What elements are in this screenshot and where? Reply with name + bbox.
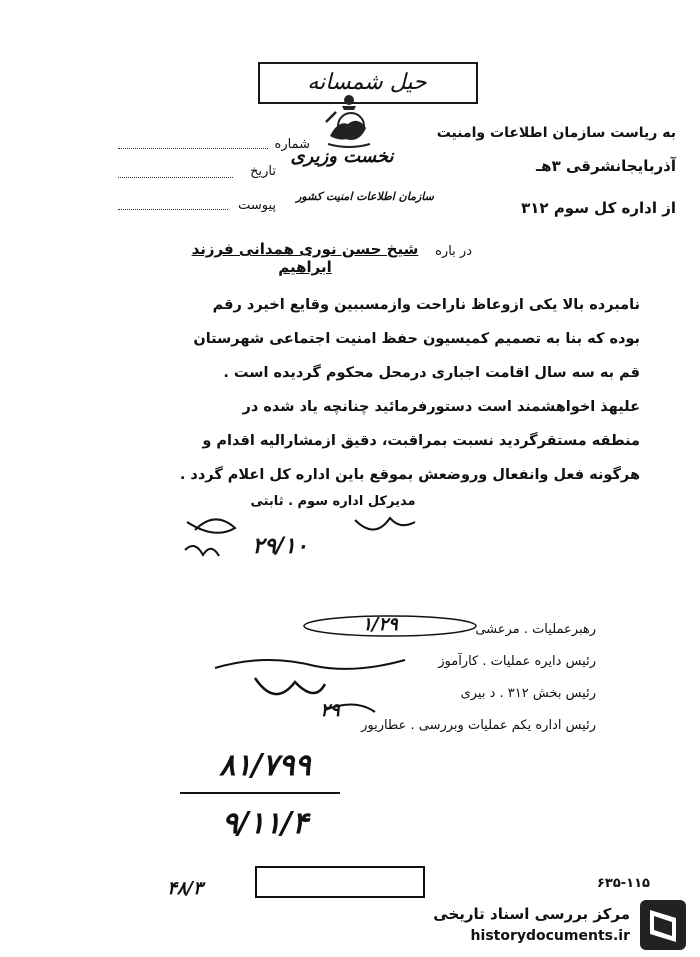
lion-and-sun-emblem-icon xyxy=(318,92,380,152)
attachment-label: پیوست xyxy=(238,198,276,213)
handwritten-date: ۹/۱۱/۴ xyxy=(221,806,309,841)
approval-line: رئیس بخش ۳۱۲ . د بیری xyxy=(460,686,596,701)
body-line: علیهذ اخواهشمند است دستورفرمائید چنانچه یاد شده در xyxy=(242,399,640,415)
addressee-line: به ریاست سازمان اطلاعات وامنیت xyxy=(436,125,676,141)
body-line: بوده که بنا به تصمیم کمیسیون حفظ امنیت اجتماعی شهرستان xyxy=(193,331,640,347)
header-stamp-text: حیل شمسانه xyxy=(307,70,427,95)
watermark-title: مرکز بررسی اسناد تاریخی xyxy=(433,905,630,923)
date-dotted-line xyxy=(118,177,233,178)
footer-handwritten-note: ۴۸/۳ xyxy=(167,878,203,899)
approval-oval-icon xyxy=(300,612,480,640)
org-small-text: سازمان اطلاعات امنیت کشور xyxy=(296,190,434,203)
approval-signature-icon xyxy=(205,648,425,728)
handwritten-ministry: نخست وزیری xyxy=(290,146,394,167)
body-line: هرگونه فعل وانفعال وروضعش بموقع باین اداره کل اعلام گردد . xyxy=(179,467,640,483)
region-line: آذربایجانشرقی ۳هـ xyxy=(536,157,676,175)
body-line: منطقه مستقرگردید نسبت بمراقبت، دقیق ازمشارالیه اقدام و xyxy=(202,433,640,449)
approval-date: ۲۹ xyxy=(320,700,340,721)
number-dotted-line xyxy=(118,148,268,149)
subject-text: شیخ حسن نوری همدانی فرزند ابراهیم xyxy=(191,240,419,276)
underline-stroke xyxy=(180,792,340,794)
document-code: ۶۳۵-۱۱۵ xyxy=(596,876,650,891)
director-signature-title: مدیرکل اداره سوم . ثابتی xyxy=(250,494,416,509)
number-label: شماره xyxy=(274,137,310,152)
approval-line: رئیس دایره عملیات . کارآموز xyxy=(438,654,596,669)
handwritten-reference-number: ۸۱/۷۹۹ xyxy=(219,748,311,783)
from-line: از اداره کل سوم ۳۱۲ xyxy=(521,199,676,217)
watermark-logo-icon xyxy=(638,898,688,952)
body-line: قم به سه سال اقامت اجباری درمحل محکوم گردیده است . xyxy=(223,365,640,381)
watermark-url: historydocuments.ir xyxy=(470,928,630,944)
bottom-stamp-box xyxy=(255,866,425,898)
date-label: تاریخ xyxy=(250,164,276,179)
approval-date: ۱/۲۹ xyxy=(362,614,398,635)
body-line: نامبرده بالا یکی ازوعاظ ناراحت وازمسببین وقایع اخیرد رقم xyxy=(212,297,640,313)
approval-line: رئیس اداره یکم عملیات وبررسی . عطاریور xyxy=(361,718,596,733)
approval-line: رهبرعملیات . مرعشی xyxy=(475,622,596,637)
letter-body xyxy=(110,288,640,492)
signature-date: ۲۹/۱۰ xyxy=(252,534,308,559)
subject-label: در باره xyxy=(435,244,472,259)
attachment-dotted-line xyxy=(118,209,228,210)
